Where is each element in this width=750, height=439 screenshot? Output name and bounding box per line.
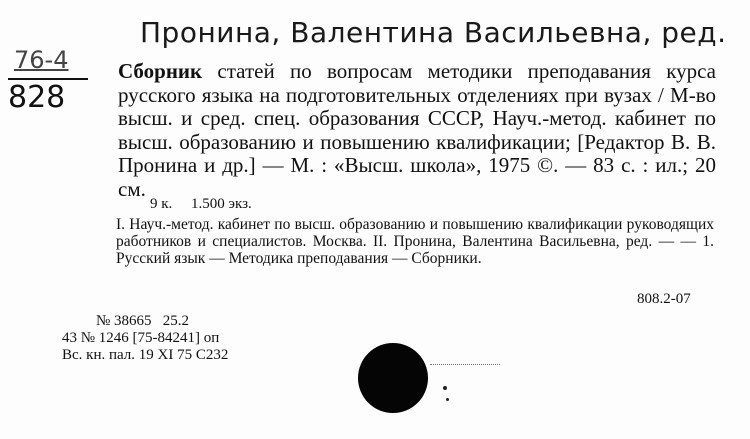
call-number-bottom: 828 <box>8 80 66 115</box>
tracings: I. Науч.-метод. кабинет по высш. образованию и повышению квалификации руководящих работников и специалистов. Москва. II. Пронина, Валентина Васильевна, ред. — — 1. Русский язык — Методика преподавания — Сборники. <box>116 216 714 267</box>
ink-speck <box>443 386 447 390</box>
registration-number-line: 43 № 1246 [75-84241] оп <box>62 330 220 346</box>
title-bold: Сборник <box>118 59 203 83</box>
book-chamber-line: Вс. кн. пал. 19 XI 75 С232 <box>62 347 229 363</box>
handwritten-editor-name: Пронина, Валентина Васильевна, ред. <box>140 16 727 49</box>
udc-number: 808.2-07 <box>637 291 691 307</box>
bibliographic-description <box>118 60 716 201</box>
order-number-line: № 38665 25.2 <box>96 313 190 329</box>
punch-hole <box>358 343 428 413</box>
price-circulation: 9 к. 1.500 экз. <box>150 196 252 212</box>
ink-speck <box>446 398 449 401</box>
description-body: статей по вопросам методики преподавания курса русского языка на подготовительных отделениях при вузах / М-во высш. и сред. спец. образования СССР, Науч.-метод. кабинет по высш. образованию и повышению квалификации; [Редактор В. В. Пронина и др.] — М. : «Высш. школа», 1975 ©. — 83 с. : ил.; 20 см. <box>118 59 716 201</box>
call-number-top: 76-4 <box>14 46 69 74</box>
punch-hole-trace <box>430 364 500 366</box>
